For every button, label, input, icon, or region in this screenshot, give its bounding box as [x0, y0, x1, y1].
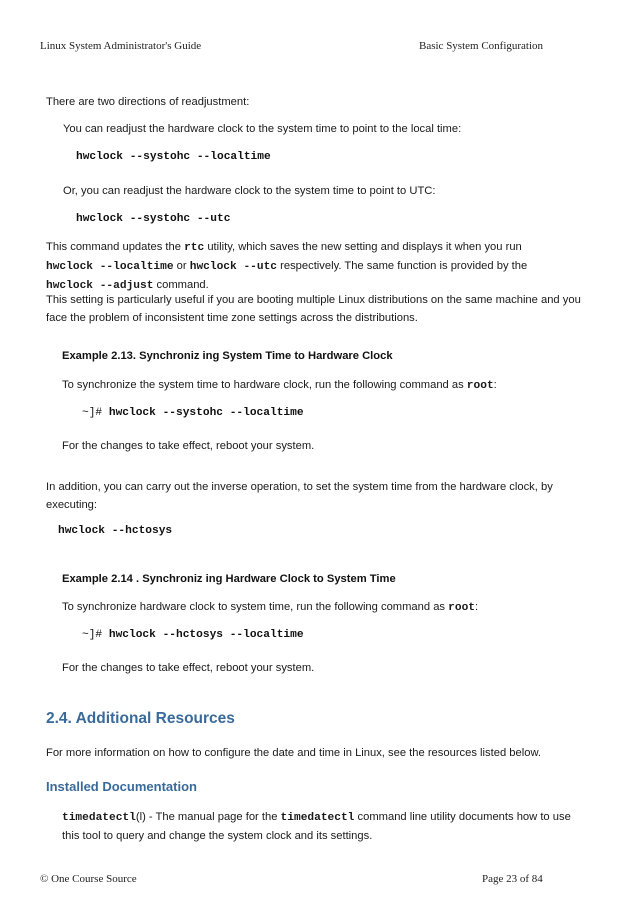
utc-text: Or, you can readjust the hardware clock to the system time to point to UTC:	[63, 185, 436, 197]
example-2-13-command	[82, 407, 304, 419]
inverse-paragraph	[46, 478, 606, 514]
example-2-14-title: Example 2.14 . Synchroniz ing Hardware Clock to System Time	[62, 573, 396, 585]
intro-text: There are two directions of readjustment:	[46, 96, 250, 108]
hctosys-command: hwclock --hctosys	[58, 525, 173, 537]
updates-line-3: hwclock --adjust command.	[46, 279, 209, 292]
hwclock-adjust-code: hwclock --adjust	[46, 280, 154, 292]
installed-documentation-paragraph	[62, 808, 602, 845]
example-2-13-title: Example 2.13. Synchroniz ing System Time to Hardware Clock	[62, 350, 393, 362]
example-2-14-command	[82, 629, 304, 641]
installed-documentation-heading: Installed Documentation	[46, 779, 197, 794]
useful-line-2: face the problem of inconsistent time zone settings across the distributions.	[46, 312, 418, 324]
inverse-line-1: In addition, you can carry out the inverse operation, to set the system time from the hardware clock, by	[46, 481, 553, 493]
shell-prompt: ~]#	[82, 407, 109, 419]
example-2-14-after: For the changes to take effect, reboot your system.	[62, 662, 315, 674]
timedatectl-code: timedatectl	[62, 812, 136, 824]
rtc-code: rtc	[184, 242, 205, 254]
section-text: For more information on how to configure the date and time in Linux, see the resources listed below.	[46, 747, 542, 759]
hwclock-utc-code: hwclock --utc	[189, 261, 278, 273]
updates-line-1: This command updates the rtc utility, which saves the new setting and displays it when you run	[46, 241, 522, 254]
utc-command: hwclock --systohc --utc	[76, 213, 231, 225]
example-2-14-text: To synchronize hardware clock to system time, run the following command as root:	[62, 601, 479, 614]
useful-paragraph	[46, 291, 606, 327]
updates-line-2: hwclock --localtime or hwclock --utc respectively. The same function is provided by the	[46, 260, 528, 273]
running-header-right: Basic System Configuration	[419, 40, 544, 52]
installed-line-1: timedatectl(l) - The manual page for the timedatectl command line utility documents how to use	[62, 811, 571, 824]
inverse-line-2: executing:	[46, 499, 97, 511]
shell-prompt: ~]#	[82, 629, 109, 641]
systohc-localtime-command: hwclock --systohc --localtime	[108, 407, 304, 419]
running-header-left: Linux System Administrator's Guide	[40, 40, 202, 52]
example-2-13-text: To synchronize the system time to hardware clock, run the following command as root:	[62, 379, 497, 392]
footer-copyright: © One Course Source	[40, 873, 137, 885]
installed-line-2: this tool to query and change the system clock and its settings.	[62, 830, 373, 842]
useful-line-1: This setting is particularly useful if you are booting multiple Linux distributions on the same machine and you	[46, 294, 581, 306]
footer-page-number: Page 23 of 84	[482, 873, 543, 885]
local-time-text: You can readjust the hardware clock to the system time to point to the local time:	[63, 123, 462, 135]
root-code: root	[448, 602, 475, 614]
updates-paragraph	[46, 238, 606, 295]
timedatectl-code: timedatectl	[280, 812, 355, 824]
hwclock-localtime-code: hwclock --localtime	[46, 261, 174, 273]
section-heading: 2.4. Additional Resources	[46, 710, 235, 727]
hctosys-localtime-command: hwclock --hctosys --localtime	[108, 629, 304, 641]
root-code: root	[466, 380, 494, 392]
example-2-13-after: For the changes to take effect, reboot your system.	[62, 440, 315, 452]
localtime-command: hwclock --systohc --localtime	[76, 151, 271, 163]
